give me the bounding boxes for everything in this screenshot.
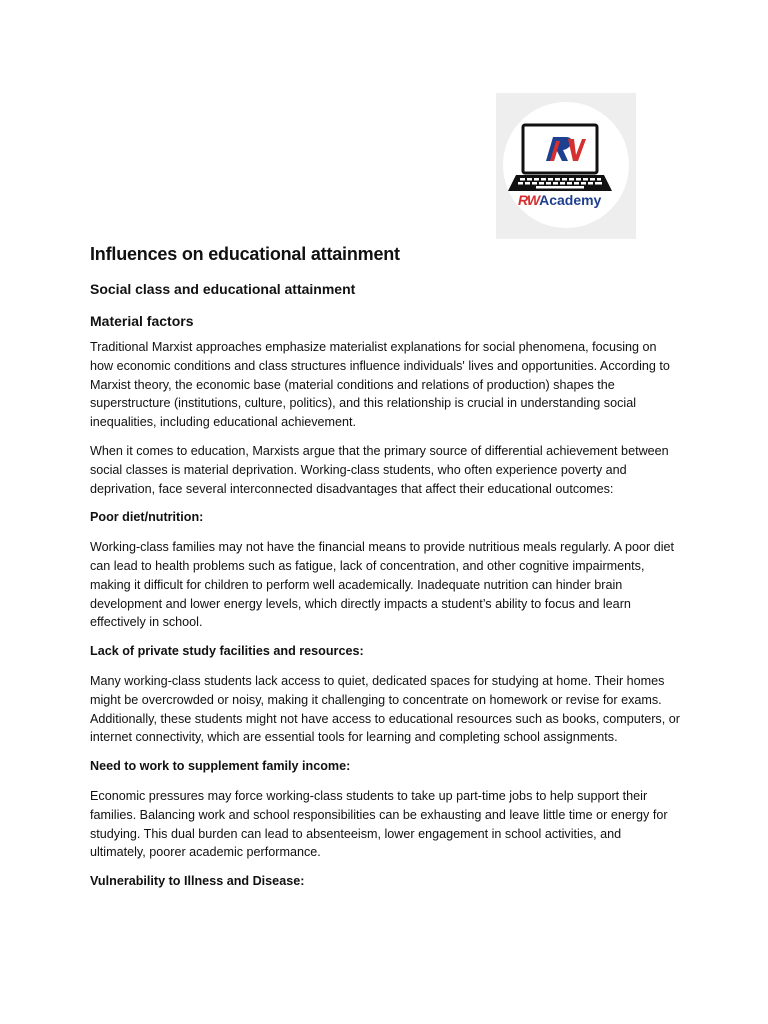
factor-paragraph: Working-class families may not have the financial means to provide nutritious meals regularly. A poor diet can lead to health problems such as fatigue, lack of concentration, and other cognitive impairments, making it difficult for children to perform well academically. Inadequate nutrition can hinder brain development and lower energy levels, which directly impacts a student’s ability to focus and learn effectively in school.: [90, 540, 675, 630]
factor-label: Need to work to supplement family income:: [90, 759, 351, 774]
factor-paragraph: Economic pressures may force working-class students to take up part-time jobs to help support their families. Balancing work and school responsibilities can be exhausting and leave little time or energy for studying. This dual burden can lead to absenteeism, lower engagement in school activities, and ultimately, poorer academic performance.: [90, 788, 668, 860]
logo-initials: RW: [518, 192, 540, 208]
subtitle: Social class and educational attainment: [90, 281, 356, 297]
intro-paragraph: Traditional Marxist approaches emphasize materialist explanations for social phenomena, focusing on how economic conditions and class structures influence individuals' lives and opportunities. According to Marxist theory, the economic base (material conditions and relations of production) shapes the superstructure (institutions, culture, politics), and this relationship is crucial in understanding social inequalities, including educational achievement.: [90, 340, 670, 430]
section-heading: Material factors: [90, 313, 194, 329]
academy-logo: [496, 93, 636, 239]
intro-paragraph: When it comes to education, Marxists argue that the primary source of differential achievement between social classes is material deprivation. Working-class students, who often experience poverty and deprivation, face several interconnected disadvantages that affect their educational outcomes:: [90, 443, 669, 496]
document-body: [90, 240, 680, 902]
factor-label: Vulnerability to Illness and Disease:: [90, 874, 305, 889]
logo-wordmark: [518, 192, 618, 208]
logo-brand-name: Academy: [539, 192, 602, 208]
laptop-icon: [496, 93, 636, 239]
factor-label: Poor diet/nutrition:: [90, 510, 204, 525]
factor-label: Lack of private study facilities and resources:: [90, 644, 364, 659]
factor-paragraph: Many working-class students lack access to quiet, dedicated spaces for studying at home. Their homes might be overcrowded or noisy, making it challenging to concentrate on homework or revise for exams. Additionally, these students might not have access to educational resources such as books, computers, or internet connectivity, which are essential tools for learning and completing school assignments.: [90, 673, 680, 745]
page-title: Influences on educational attainment: [90, 244, 400, 264]
